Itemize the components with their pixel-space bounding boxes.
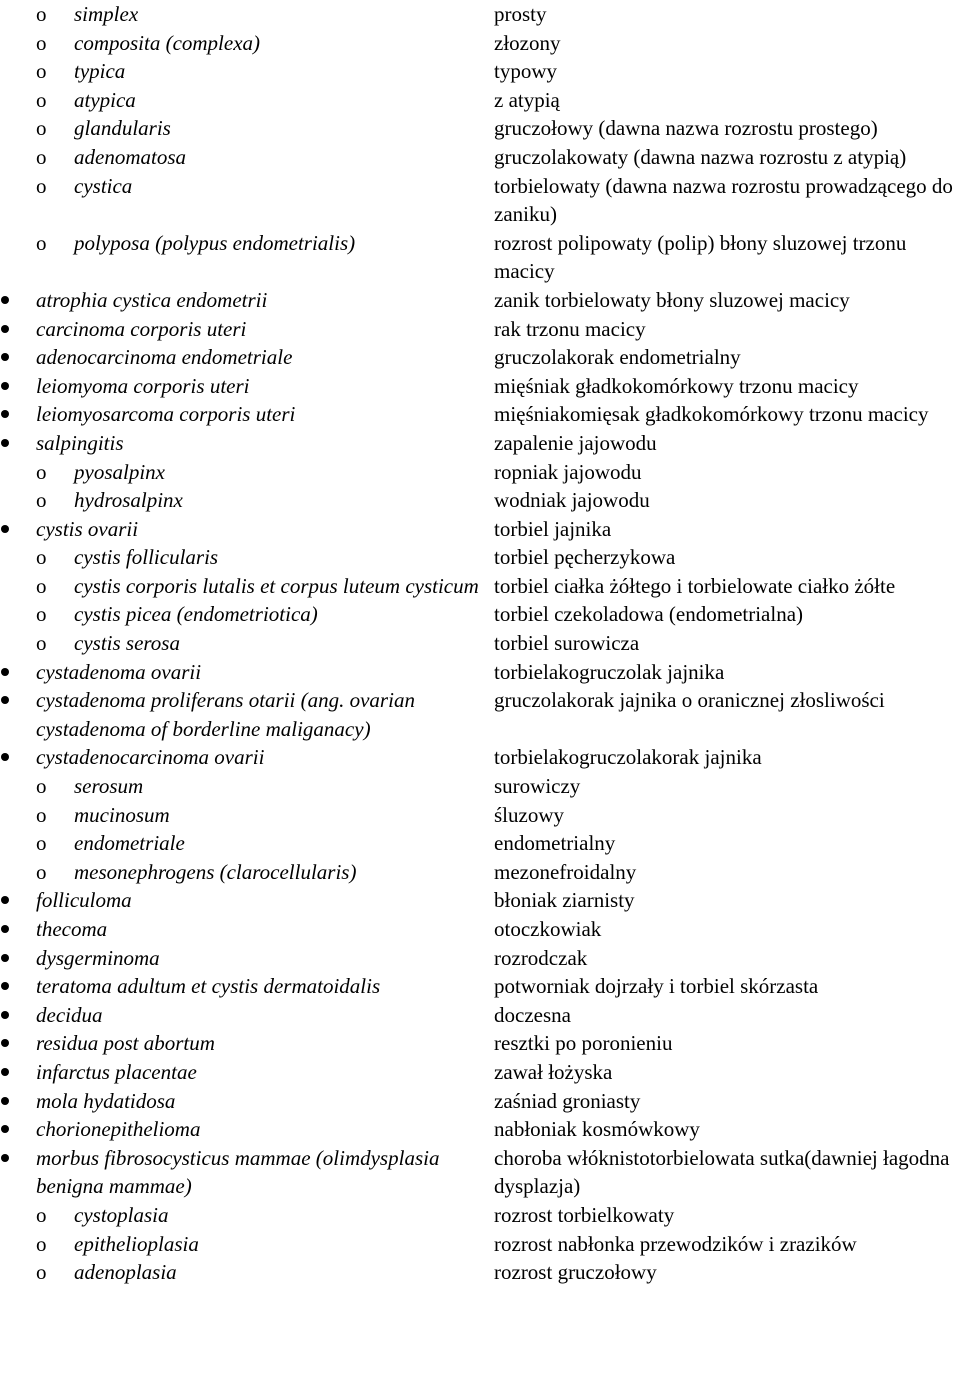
bullet-icon (0, 1144, 12, 1173)
polish-translation: zawał łożyska (494, 1059, 613, 1084)
latin-term-cell (0, 0, 494, 29)
latin-term-cell (0, 172, 494, 201)
latin-term: mesonephrogens (clarocellularis) (74, 859, 357, 884)
term-row (0, 343, 960, 372)
term-row (0, 658, 960, 687)
bullet-icon (0, 1001, 12, 1030)
bullet-icon (0, 515, 12, 544)
polish-translation: rozrodczak (494, 945, 588, 970)
term-row (0, 515, 960, 544)
term-row (0, 372, 960, 401)
latin-term-cell (0, 658, 494, 687)
latin-term: adenoplasia (74, 1260, 177, 1285)
polish-translation: mięśniak gładkokomórkowy trzonu macicy (494, 373, 859, 398)
latin-term-cell (0, 886, 494, 915)
bullet-icon (0, 343, 12, 372)
term-row (0, 1001, 960, 1030)
latin-term-cell (0, 1115, 494, 1144)
latin-term: composita (complexa) (74, 30, 261, 55)
latin-term: cystis picea (endometriotica) (74, 602, 318, 627)
polish-translation: zanik torbielowaty błony sluzowej macicy (494, 287, 850, 312)
polish-translation: błoniak ziarnisty (494, 888, 635, 913)
polish-translation: surowiczy (494, 774, 581, 799)
term-row (0, 1201, 960, 1230)
term-row (0, 0, 960, 29)
term-row (0, 1087, 960, 1116)
term-row (0, 772, 960, 801)
latin-term: cystis ovarii (36, 516, 139, 541)
bullet-icon (0, 315, 12, 344)
term-row (0, 543, 960, 572)
sub-bullet-icon: o (36, 774, 47, 799)
term-row (0, 458, 960, 487)
term-row (0, 572, 960, 601)
latin-term-cell (0, 286, 494, 315)
latin-term-cell (0, 1087, 494, 1116)
term-row (0, 829, 960, 858)
latin-term: glandularis (74, 116, 171, 141)
sub-bullet-icon: o (36, 2, 47, 26)
term-row (0, 858, 960, 887)
latin-term: cystis follicularis (74, 545, 219, 570)
term-row (0, 114, 960, 143)
latin-term: cystis corporis lutalis et corpus luteum cysticum (74, 573, 479, 598)
latin-term: mucinosum (74, 802, 170, 827)
latin-term-cell (0, 315, 494, 344)
latin-term: chorionepithelioma (36, 1117, 201, 1142)
sub-bullet-icon: o (36, 573, 47, 598)
polish-translation: torbielowaty (dawna nazwa rozrostu prowadzącego do zaniku) (494, 173, 953, 227)
latin-term: cystadenoma proliferans otarii (ang. ovarian cystadenoma of borderline maliganacy) (36, 688, 415, 741)
polish-translation: prosty (494, 2, 547, 26)
latin-term: dysgerminoma (36, 945, 160, 970)
polish-translation: zapalenie jajowodu (494, 430, 657, 455)
term-row (0, 315, 960, 344)
term-row (0, 1144, 960, 1201)
latin-term: adenocarcinoma endometriale (36, 345, 293, 370)
polish-translation: torbiel pęcherzykowa (494, 545, 676, 570)
bullet-icon (0, 372, 12, 401)
bullet-icon (0, 1087, 12, 1116)
polish-translation: rozrost torbielkowaty (494, 1202, 675, 1227)
latin-term: residua post abortum (36, 1031, 215, 1056)
bullet-icon (0, 1058, 12, 1087)
latin-term: cystoplasia (74, 1202, 169, 1227)
sub-bullet-icon: o (36, 1202, 47, 1227)
sub-bullet-icon: o (36, 30, 47, 55)
latin-term-cell (0, 1230, 494, 1259)
bullet-icon (0, 1029, 12, 1058)
latin-term-cell (0, 1201, 494, 1230)
sub-bullet-icon: o (36, 602, 47, 627)
latin-term-cell (0, 515, 494, 544)
latin-term-cell (0, 829, 494, 858)
term-row (0, 86, 960, 115)
sub-bullet-icon: o (36, 87, 47, 112)
latin-term: leiomyoma corporis uteri (36, 373, 250, 398)
latin-term: folliculoma (36, 888, 132, 913)
latin-term: endometriale (74, 831, 185, 856)
bullet-icon (0, 686, 12, 715)
latin-term: morbus fibrosocysticus mammae (olimdysplasia benigna mammae) (36, 1145, 440, 1199)
polish-translation: mezonefroidalny (494, 859, 637, 884)
term-row (0, 29, 960, 58)
polish-translation: resztki po poronieniu (494, 1031, 673, 1056)
sub-bullet-icon: o (36, 230, 47, 255)
term-row (0, 629, 960, 658)
polish-translation: śluzowy (494, 802, 564, 827)
latin-term-cell (0, 486, 494, 515)
polish-translation: torbielakogruczolakorak jajnika (494, 745, 762, 770)
latin-term-cell (0, 114, 494, 143)
bullet-icon (0, 743, 12, 772)
sub-bullet-icon: o (36, 859, 47, 884)
term-row (0, 801, 960, 830)
polish-translation: torbiel ciałka żółtego i torbielowate ciałko żółte (494, 573, 896, 598)
polish-translation: potworniak dojrzały i torbiel skórzasta (494, 974, 819, 999)
latin-term: infarctus placentae (36, 1059, 197, 1084)
term-row (0, 57, 960, 86)
polish-translation: torbiel jajnika (494, 516, 612, 541)
latin-term-cell (0, 229, 494, 258)
latin-term-cell (0, 915, 494, 944)
latin-term-cell (0, 600, 494, 629)
latin-term: thecoma (36, 917, 108, 941)
bullet-icon (0, 429, 12, 458)
latin-term-cell (0, 572, 494, 601)
polish-translation: choroba włóknistotorbielowata sutka(dawniej łagodna dysplazja) (494, 1145, 950, 1199)
latin-term-cell (0, 772, 494, 801)
sub-bullet-icon: o (36, 116, 47, 141)
latin-term-cell (0, 1258, 494, 1287)
latin-term-cell (0, 400, 494, 429)
latin-term: hydrosalpinx (74, 488, 183, 513)
term-row (0, 600, 960, 629)
bullet-icon (0, 400, 12, 429)
latin-term: pyosalpinx (74, 459, 165, 484)
term-row (0, 915, 960, 944)
term-row (0, 143, 960, 172)
polish-translation: torbielakogruczolak jajnika (494, 659, 725, 684)
bullet-icon (0, 886, 12, 915)
polish-translation: z atypią (494, 87, 560, 112)
latin-term: cystadenoma ovarii (36, 659, 202, 684)
latin-term: carcinoma corporis uteri (36, 316, 247, 341)
latin-term-cell (0, 686, 494, 743)
polish-translation: endometrialny (494, 831, 616, 856)
latin-term: salpingitis (36, 430, 124, 455)
latin-term-cell (0, 629, 494, 658)
latin-term: typica (74, 59, 126, 84)
polish-translation: ropniak jajowodu (494, 459, 642, 484)
polish-translation: typowy (494, 59, 557, 84)
sub-bullet-icon: o (36, 144, 47, 169)
term-row (0, 286, 960, 315)
latin-term: cystadenocarcinoma ovarii (36, 745, 265, 770)
polish-translation: rozrost polipowaty (polip) błony sluzowej trzonu macicy (494, 230, 907, 284)
latin-term: polyposa (polypus endometrialis) (74, 230, 356, 255)
bullet-icon (0, 972, 12, 1001)
sub-bullet-icon: o (36, 59, 47, 84)
latin-term-cell (0, 86, 494, 115)
latin-term: decidua (36, 1002, 103, 1027)
sub-bullet-icon: o (36, 488, 47, 513)
latin-term: teratoma adultum et cystis dermatoidalis (36, 974, 381, 999)
sub-bullet-icon: o (36, 802, 47, 827)
polish-translation: torbiel surowicza (494, 631, 640, 656)
sub-bullet-icon: o (36, 545, 47, 570)
term-row (0, 229, 960, 286)
latin-term: cystis serosa (74, 631, 180, 656)
term-row (0, 743, 960, 772)
latin-term-cell (0, 1029, 494, 1058)
polish-translation: nabłoniak kosmówkowy (494, 1117, 700, 1142)
latin-term-cell (0, 29, 494, 58)
latin-term-cell (0, 458, 494, 487)
polish-translation: gruczołowy (dawna nazwa rozrostu prostego) (494, 116, 878, 141)
latin-term: mola hydatidosa (36, 1088, 176, 1113)
term-row (0, 1258, 960, 1287)
bullet-icon (0, 1115, 12, 1144)
term-row (0, 1029, 960, 1058)
bullet-icon (0, 915, 12, 944)
term-row (0, 400, 960, 429)
latin-term-cell (0, 972, 494, 1001)
term-row (0, 972, 960, 1001)
latin-term-cell (0, 429, 494, 458)
bullet-icon (0, 286, 12, 315)
latin-term-cell (0, 1058, 494, 1087)
latin-term: adenomatosa (74, 144, 186, 169)
term-row (0, 486, 960, 515)
latin-term-cell (0, 743, 494, 772)
polish-translation: torbiel czekoladowa (endometrialna) (494, 602, 804, 627)
term-row (0, 1230, 960, 1259)
latin-term-cell (0, 944, 494, 973)
polish-translation: gruczolakowaty (dawna nazwa rozrostu z atypią) (494, 144, 907, 169)
latin-term-cell (0, 543, 494, 572)
term-row (0, 1058, 960, 1087)
polish-translation: doczesna (494, 1002, 571, 1027)
latin-term: atrophia cystica endometrii (36, 287, 268, 312)
sub-bullet-icon: o (36, 831, 47, 856)
latin-term-cell (0, 343, 494, 372)
polish-translation: rozrost gruczołowy (494, 1260, 657, 1285)
polish-translation: wodniak jajowodu (494, 488, 650, 513)
polish-translation: rak trzonu macicy (494, 316, 646, 341)
latin-term-cell (0, 57, 494, 86)
polish-translation: złozony (494, 30, 561, 55)
latin-term: epithelioplasia (74, 1231, 199, 1256)
latin-term-cell (0, 372, 494, 401)
term-row (0, 686, 960, 743)
polish-translation: rozrost nabłonka przewodzików i zrazików (494, 1231, 857, 1256)
sub-bullet-icon: o (36, 1231, 47, 1256)
polish-translation: otoczkowiak (494, 917, 602, 941)
bullet-icon (0, 944, 12, 973)
sub-bullet-icon: o (36, 1260, 47, 1285)
term-row (0, 886, 960, 915)
latin-term: cystica (74, 173, 133, 198)
latin-term-cell (0, 1144, 494, 1201)
latin-term-cell (0, 1001, 494, 1030)
term-row (0, 429, 960, 458)
latin-term: atypica (74, 87, 136, 112)
term-row (0, 172, 960, 229)
term-row (0, 944, 960, 973)
latin-term: serosum (74, 774, 144, 799)
latin-term-cell (0, 801, 494, 830)
polish-translation: gruczolakorak endometrialny (494, 345, 741, 370)
sub-bullet-icon: o (36, 631, 47, 656)
latin-term: simplex (74, 2, 139, 26)
polish-translation: gruczolakorak jajnika o oranicznej złosliwości (494, 688, 885, 713)
polish-translation: zaśniad groniasty (494, 1088, 641, 1113)
term-row (0, 1115, 960, 1144)
latin-term-cell (0, 143, 494, 172)
latin-term-cell (0, 858, 494, 887)
latin-term: leiomyosarcoma corporis uteri (36, 402, 296, 427)
sub-bullet-icon: o (36, 459, 47, 484)
polish-translation: mięśniakomięsak gładkokomórkowy trzonu macicy (494, 402, 929, 427)
sub-bullet-icon: o (36, 173, 47, 198)
bullet-icon (0, 658, 12, 687)
